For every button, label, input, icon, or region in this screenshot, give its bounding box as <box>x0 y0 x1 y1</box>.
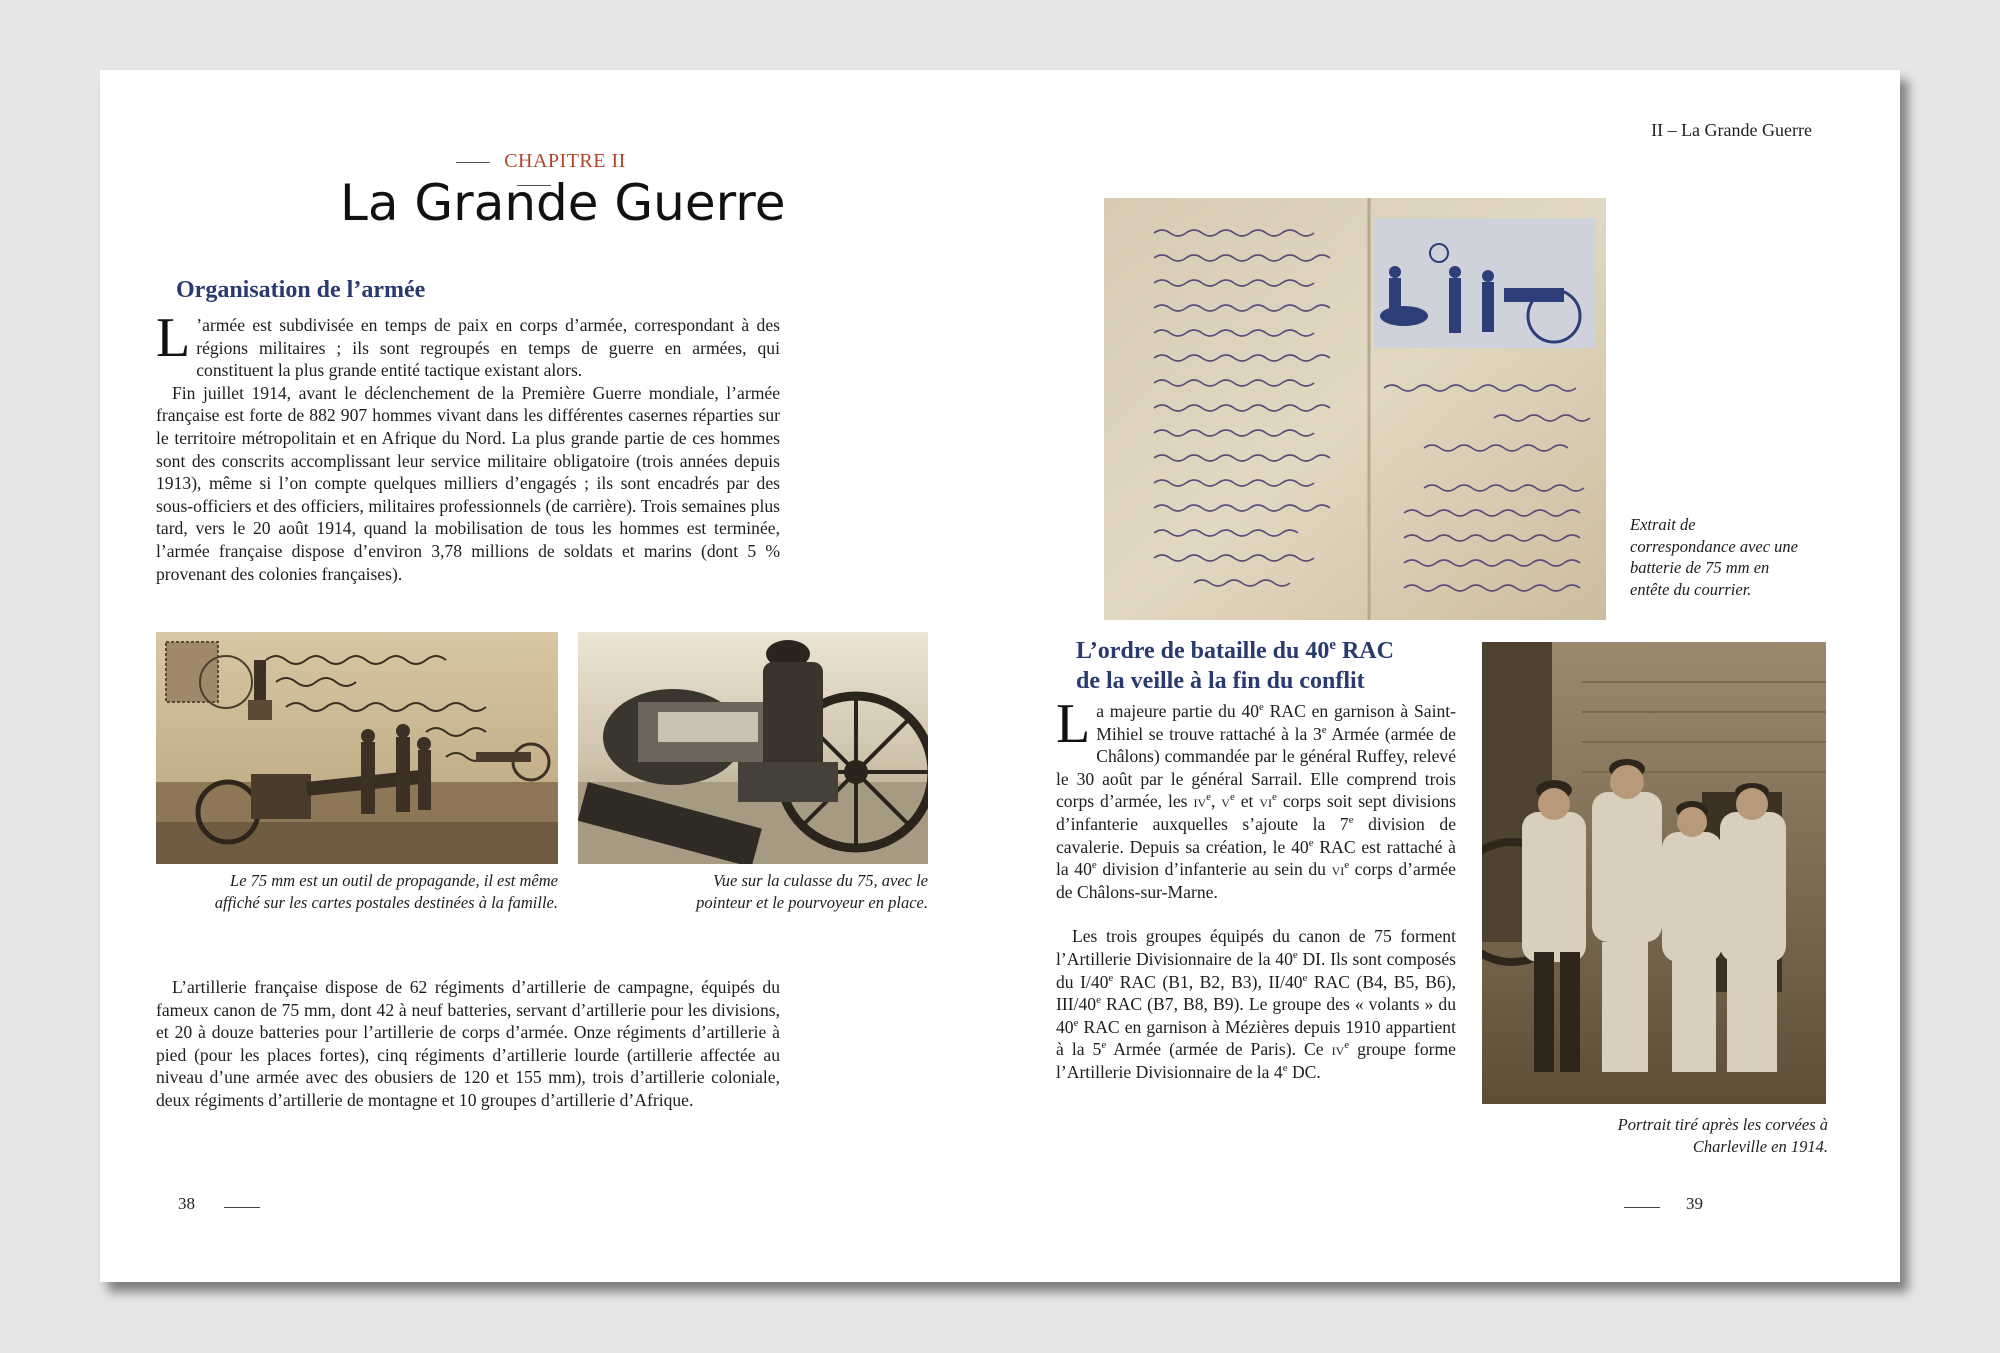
paragraph <box>156 307 780 382</box>
text-run: RAC en garnison à Saint-Mihiel se trouve rattaché à la 3 <box>1096 701 1456 744</box>
folio-rule <box>1624 1207 1660 1208</box>
text-sup: e <box>1096 994 1101 1007</box>
intro-text <box>156 307 780 585</box>
text-sup: e <box>1292 949 1298 962</box>
page-number-left: 38 <box>178 1194 195 1213</box>
section-heading-ordre-de-bataille <box>1076 636 1476 696</box>
ordre-text <box>1056 693 1457 1084</box>
text-sup: e <box>1348 814 1354 827</box>
text-sup: e <box>1282 1062 1288 1075</box>
text-run: RAC en garnison à Mézières depuis 1910 appartient à la 5 <box>1056 1016 1456 1060</box>
text-run: et <box>1234 791 1260 812</box>
chapter-title: La Grande Guerre <box>340 174 786 232</box>
text-sup: e <box>1259 701 1264 714</box>
text-sup: e <box>1091 859 1097 872</box>
chapter-kicker: CHAPITRE II <box>418 150 650 196</box>
artillery-text <box>156 976 780 1112</box>
portrait-caption: Portrait tiré après les corvées à Charleville en 1914. <box>1617 1115 1828 1156</box>
text-run: RAC est rattaché à la 40 <box>1056 836 1456 880</box>
text-sup: e <box>1272 791 1277 804</box>
dropcap: L <box>1056 693 1091 755</box>
section-heading-organisation: Organisation de l’armée <box>176 277 426 303</box>
heading-line2: de la veille à la fin du conflit <box>1076 668 1365 694</box>
text-run: Armée (armée de Paris). Ce <box>1106 1039 1332 1060</box>
text-smallcaps: iv <box>1193 791 1207 812</box>
text-run: corps soit sept divisions d’infanterie auxquelles s’ajoute la 7 <box>1056 791 1457 834</box>
postcard-image <box>156 632 558 864</box>
text-smallcaps: vi <box>1259 791 1273 812</box>
text-run: division d’infanterie au sein du <box>1096 859 1332 880</box>
breech-image <box>578 632 928 864</box>
text-sup: e <box>1344 1039 1350 1052</box>
text-run: corps d’armée de Châlons-sur-Marne. <box>1056 859 1456 902</box>
left-page <box>100 70 1000 1282</box>
text-sup: e <box>1101 1039 1107 1052</box>
postcard-photo <box>156 632 558 864</box>
right-page <box>1000 70 1900 1282</box>
text-sup: e <box>1108 971 1114 984</box>
text-sup: e <box>1073 1016 1079 1029</box>
heading-part: RAC <box>1335 638 1394 664</box>
heading-sup: e <box>1329 637 1336 653</box>
breech-caption: Vue sur la culasse du 75, avec le pointeur et le pourvoyeur en place. <box>696 871 928 912</box>
postcard-caption: Le 75 mm est un outil de propagande, il est même affiché sur les cartes postales destinées à la famille. <box>214 871 558 912</box>
text-sup: e <box>1308 836 1314 849</box>
breech-photo <box>578 632 928 864</box>
text-run: Les trois groupes équipés du canon de 75 forment l’Artillerie Divisionnaire de la 40 <box>1056 926 1456 969</box>
heading-part: L’ordre de bataille du 40 <box>1076 638 1330 664</box>
text-run: RAC (B1, B2, B3), II/40 <box>1113 971 1303 992</box>
letter-caption: Extrait de correspondance avec une batterie de 75 mm en entête du courrier. <box>1630 515 1798 599</box>
text-sup: e <box>1344 859 1350 872</box>
text-run: DI. Ils sont composés du I/40 <box>1056 948 1456 992</box>
text-run: RAC (B4, B5, B6), III/40 <box>1056 971 1456 1015</box>
text-sup: e <box>1229 791 1235 804</box>
text-sup: e <box>1302 971 1308 984</box>
text-smallcaps: vi <box>1331 859 1345 880</box>
text-smallcaps: v <box>1221 791 1230 812</box>
page-number-right: 39 <box>1686 1194 1703 1213</box>
text-run: , <box>1210 791 1222 812</box>
text-run: division de cavalerie. Depuis sa création, le 40 <box>1056 813 1457 857</box>
dropcap: L <box>156 307 191 369</box>
text-run: groupe forme l’Artillerie Divisionnaire de la 4 <box>1056 1039 1456 1082</box>
portrait-photo <box>1482 642 1826 1104</box>
text-sup: e <box>1321 723 1327 736</box>
text-run: Armée (armée de Châlons) commandée par le général Ruffey, relevé le 30 août par le général Sarrail. Elle comprend trois corps d’armée, les <box>1056 723 1456 812</box>
text-run: DC. <box>1287 1061 1321 1082</box>
letter-image <box>1104 198 1606 620</box>
running-head: II – La Grande Guerre <box>1651 120 1812 140</box>
text-sup: e <box>1206 791 1211 804</box>
portrait-image <box>1482 642 1826 1104</box>
paragraph: L’artillerie française dispose de 62 régiments d’artillerie de campagne, équipés du fameux canon de 75 mm, dont 42 à neuf batteries, servant d’artillerie pour les divisions, et 20 à douze batteries pour l’artillerie de corps d’armée. Onze régiments d’artillerie à pied (pour les places fortes), cinq régiments d’artillerie lourde (artillerie affectée au niveau d’une armée avec des obusiers de 120 et 155 mm), trois d’artillerie coloniale, deux régiments d’artillerie de montagne et 10 groupes d’artillerie d’Afrique. <box>156 977 780 1110</box>
paragraph: Fin juillet 1914, avant le déclenchement de la Première Guerre mondiale, l’armée française est forte de 882 907 hommes vivant dans les différentes casernes réparties sur le territoire métropolitain et en Afrique du Nord. La plus grande partie de ces hommes sont des conscrits accomplissant leur service militaire obligatoire (trois années depuis 1913), même si l’on compte quelques milliers d’engagés ; ils sont encadrés par des sous-officiers et des officiers, militaires professionnels (de carrière). Trois semaines plus tard, vers le 20 août 1914, quand la mobilisation de tous les hommes est terminée, l’armée française dispose d’environ 3,78 millions de soldats et marins (dont 5 % provenant des colonies françaises). <box>156 382 780 584</box>
text-run: a majeure partie du 40 <box>1096 701 1260 721</box>
text-run: RAC (B7, B8, B9). Le groupe des « volants » du 40 <box>1056 994 1456 1037</box>
paragraph <box>1056 925 1456 1083</box>
folio-rule <box>224 1207 260 1208</box>
paragraph <box>1056 693 1457 903</box>
paragraph-text: ’armée est subdivisée en temps de paix en corps d’armée, correspondant à des régions militaires ; ils sont regroupés en temps de guerre en armées, qui constituent la plus grande entité tactique existant alors. <box>196 315 780 381</box>
text-smallcaps: iv <box>1331 1039 1345 1060</box>
letter-photo <box>1104 198 1606 620</box>
book-spread <box>100 70 1900 1282</box>
